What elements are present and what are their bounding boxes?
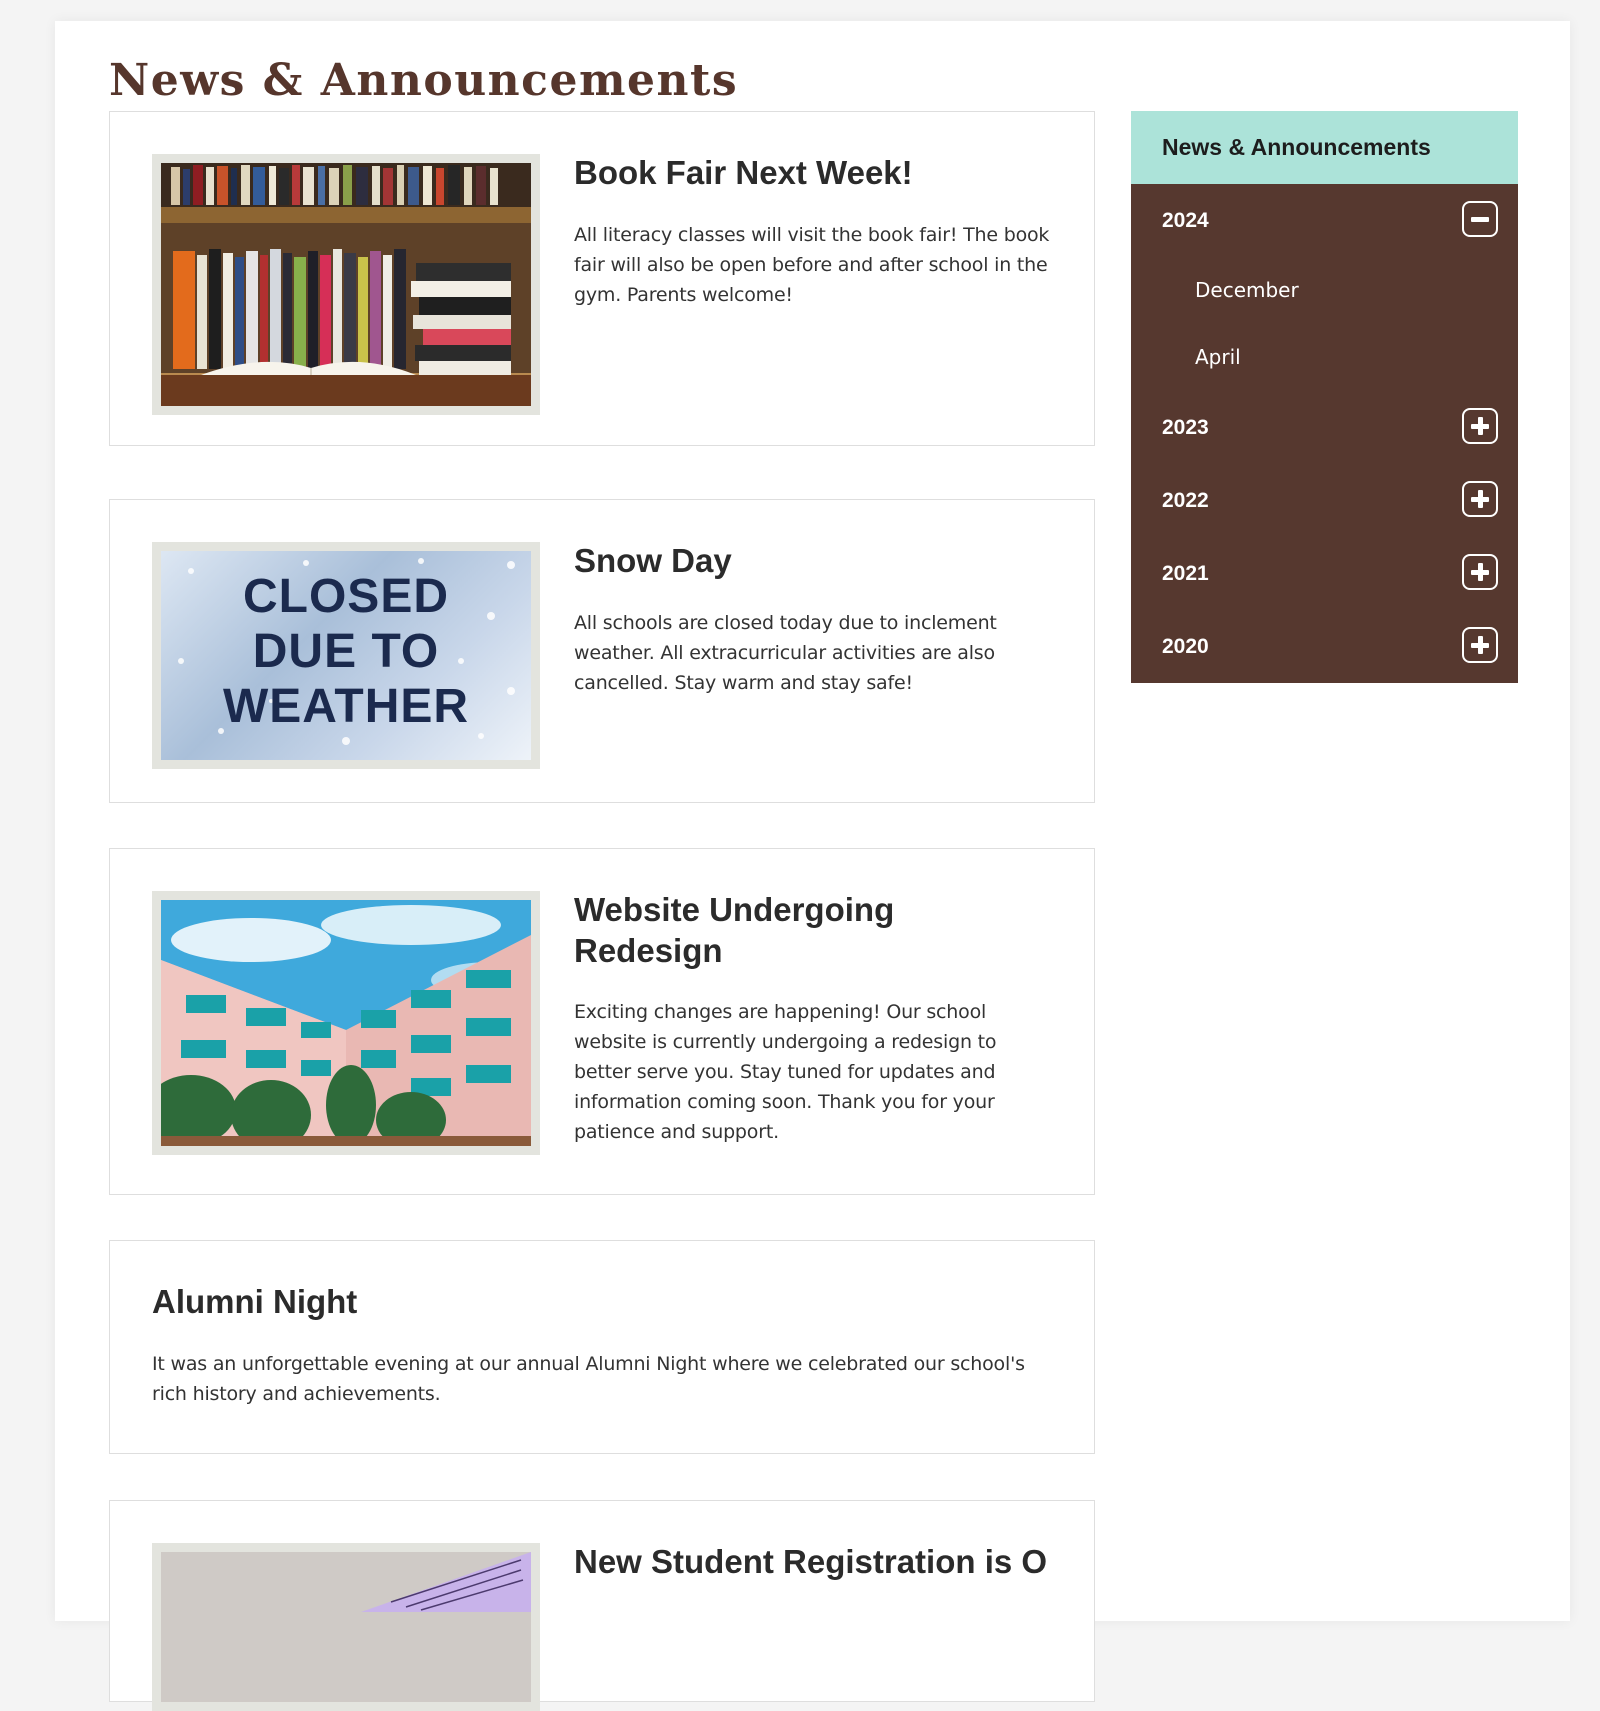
expand-icon[interactable] — [1462, 554, 1498, 590]
year-2021[interactable] — [1131, 537, 1518, 610]
page — [55, 21, 1570, 1621]
year-2024[interactable] — [1131, 184, 1518, 257]
news-body: It was an unforgettable evening at our annual Alumni Night where we celebrated our school's rich history and achievements. — [152, 1353, 1025, 1405]
news-card[interactable] — [109, 1500, 1095, 1702]
news-title[interactable]: Alumni Night — [152, 1283, 358, 1320]
sidebar-year-list — [1131, 184, 1518, 683]
news-title[interactable]: Book Fair Next Week! — [574, 154, 913, 191]
closed-due-to-weather-text: CLOSED DUE TO WEATHER — [222, 570, 470, 733]
news-title[interactable]: New Student Registration is O — [574, 1543, 1048, 1580]
news-title[interactable]: Website Undergoing Redesign — [574, 891, 895, 969]
top-shelf-books — [171, 165, 498, 205]
year-2022[interactable] — [1131, 464, 1518, 537]
collapse-icon[interactable] — [1462, 201, 1498, 237]
year-2020[interactable] — [1131, 610, 1518, 683]
news-thumbnail[interactable] — [152, 1543, 540, 1711]
news-card[interactable] — [109, 1240, 1095, 1454]
news-thumbnail[interactable] — [152, 542, 540, 769]
sidebar-header[interactable]: News & Announcements — [1131, 111, 1518, 184]
book-stack — [411, 263, 511, 375]
news-body: Exciting changes are happening! Our school website is currently undergoing a redesign to better serve you. Stay tuned for updates and information coming soon. Thank you for your patience and support. — [574, 1001, 997, 1143]
news-thumbnail[interactable] — [152, 891, 540, 1155]
bookshelf-image — [161, 163, 531, 406]
page-title: News & Announcements — [109, 55, 739, 106]
expand-icon[interactable] — [1462, 627, 1498, 663]
month-link-april[interactable]: April — [1195, 345, 1241, 369]
registration-form-image — [161, 1552, 531, 1702]
year-label: 2022 — [1162, 489, 1209, 512]
news-card[interactable] — [109, 111, 1095, 446]
month-link-december[interactable]: December — [1195, 278, 1299, 302]
news-card[interactable] — [109, 499, 1095, 803]
news-body: All schools are closed today due to inclement weather. All extracurricular activities are also cancelled. Stay warm and stay safe! — [574, 612, 997, 694]
expand-icon[interactable] — [1462, 408, 1498, 444]
news-title[interactable]: Snow Day — [574, 542, 732, 579]
year-label: 2021 — [1162, 562, 1209, 585]
year-label: 2020 — [1162, 635, 1209, 658]
year-2023[interactable] — [1131, 391, 1518, 464]
year-label: 2024 — [1162, 209, 1209, 232]
archive-sidebar — [1131, 111, 1518, 683]
school-building-image — [161, 900, 531, 1146]
news-card[interactable] — [109, 848, 1095, 1195]
year-label: 2023 — [1162, 416, 1209, 439]
expand-icon[interactable] — [1462, 481, 1498, 517]
news-thumbnail[interactable] — [152, 154, 540, 415]
news-body: All literacy classes will visit the book fair! The book fair will also be open before and after school in the gym. Parents welcome! — [574, 224, 1050, 306]
